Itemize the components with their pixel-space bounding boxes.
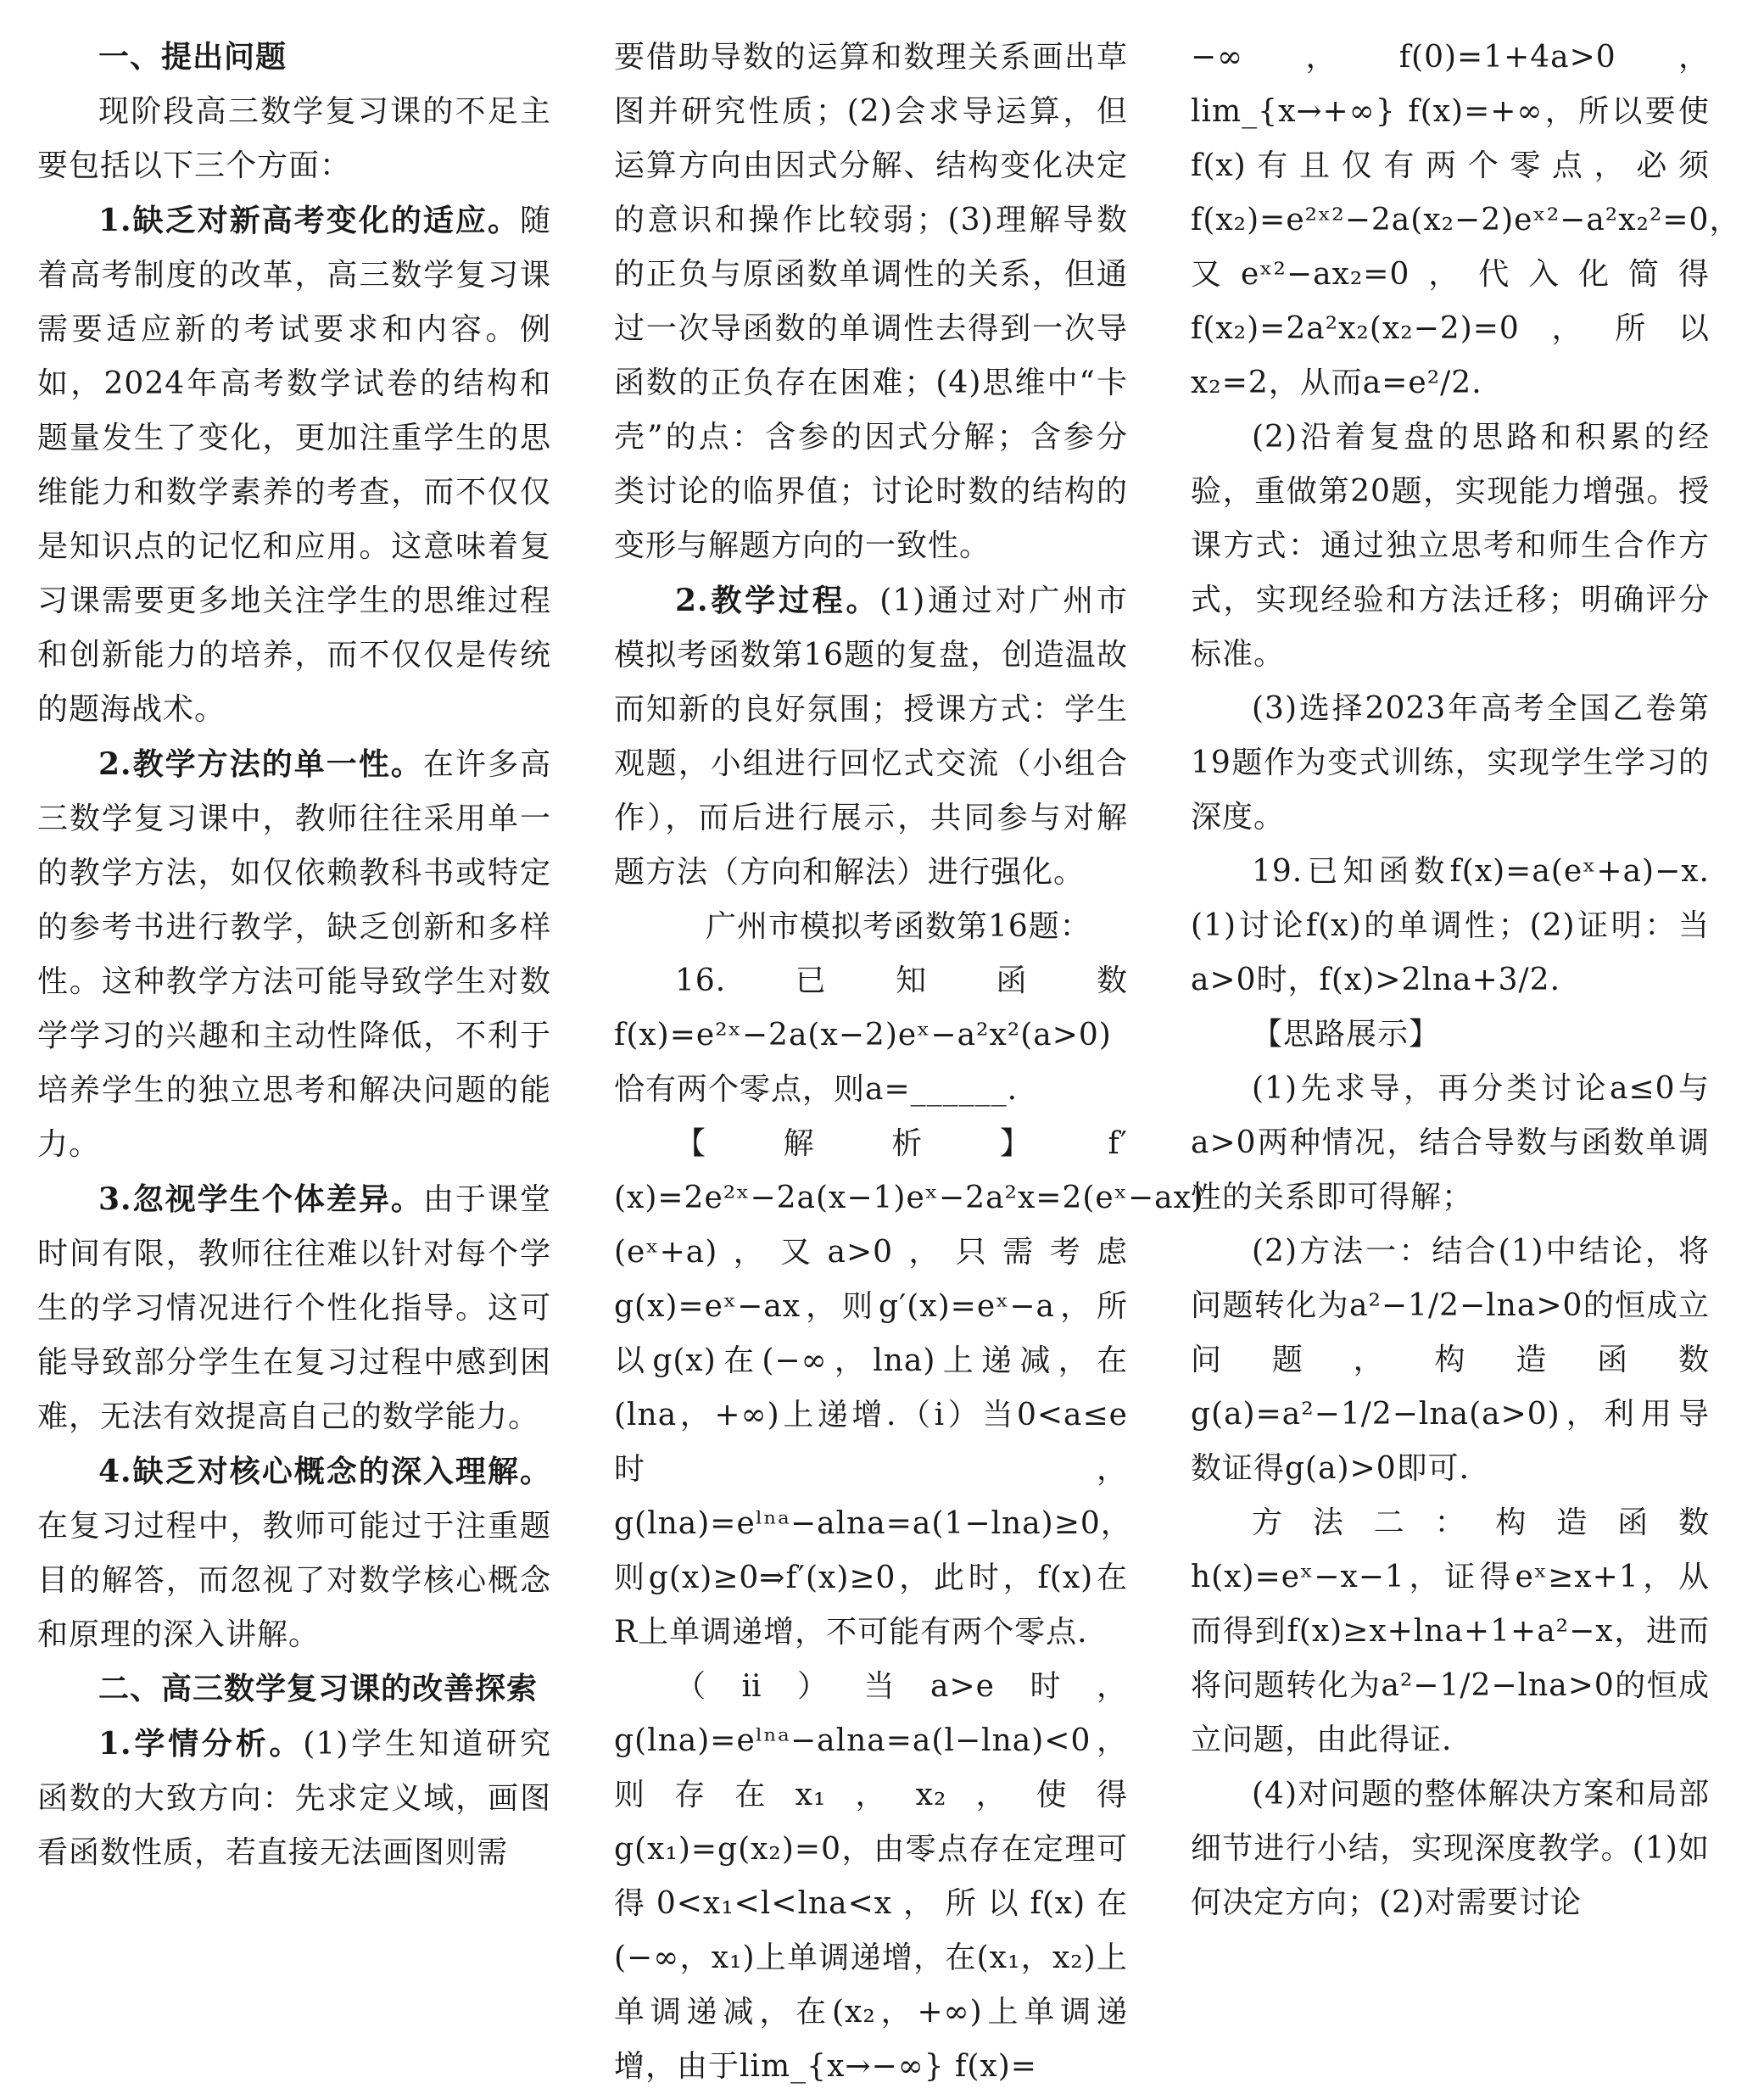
issue-title-3: 3.忽视学生个体差异。 (98, 1181, 423, 1217)
column-left (37, 31, 551, 1947)
step-4-paragraph: (4)对问题的整体解决方案和局部细节进行小结，实现深度教学。(1)如何决定方向；(2)对需要讨论 (1191, 1777, 1710, 1920)
teaching-process-paragraph (614, 573, 1128, 900)
learning-analysis-continued: 要借助导数的运算和数理关系画出草图并研究性质；(2)会求导运算，但运算方向由因式分解、结构变化决定的意识和操作比较弱；(3)理解导数的正负与原函数单调性的关系，但通过一次导函数的单调性去得到一次导函数的正负存在困难；(4)思维中“卡壳”的点：含参的因式分解；含参分类讨论的临界值；讨论时数的结构的变形与解题方向的一致性。 (614, 40, 1128, 563)
problem-19-statement: 19.已知函数f(x)=a(eˣ+a)−x.(1)讨论f(x)的单调性；(2)证明：当a>0时，f(x)>2lna+3/2. (1191, 854, 1710, 997)
learning-analysis-paragraph (37, 1717, 551, 1880)
learning-analysis-title: 1.学情分析。 (98, 1726, 304, 1762)
issue-text-1: 随着高考制度的改革，高三数学复习课需要适应新的考试要求和内容。例如，2024年高考数学试卷的结构和题量发生了变化，更加注重学生的思维能力和数学素养的考查，而不仅仅是知识点的记忆和应用。这意味着复习课需要更多地关注学生的思维过程和创新能力的培养，而不仅仅是传统的题海战术。 (37, 204, 551, 727)
issue-title-1: 1.缺乏对新高考变化的适应。 (98, 203, 520, 238)
issue-text-3: 由于课堂时间有限，教师往往难以针对每个学生的学习情况进行个性化指导。这可能导致部分学生在复习过程中感到困难，无法有效提高自己的数学能力。 (37, 1182, 551, 1434)
issue-title-2: 2.教学方法的单一性。 (98, 746, 423, 782)
problem-16-label: 广州市模拟考函数第16题： (706, 909, 1091, 944)
issue-paragraph-3 (37, 1172, 551, 1444)
intro-paragraph: 现阶段高三数学复习课的不足主要包括以下三个方面： (37, 94, 551, 183)
idea-part-1: (1)先求导，再分类讨论a≤0与a>0两种情况，结合导数与函数单调性的关系即可得解； (1191, 1071, 1710, 1215)
teaching-process-text: (1)通过对广州市模拟考函数第16题的复盘，创造温故而知新的良好氛围；授课方式：学生观题，小组进行回忆式交流（小组合作），而后进行展示，共同参与对解题方法（方向和解法）进行强化。 (614, 584, 1128, 890)
step-3-paragraph: (3)选择2023年高考全国乙卷第19题作为变式训练，实现学生学习的深度。 (1191, 691, 1710, 835)
issue-paragraph-2 (37, 737, 551, 1172)
idea-method-1: (2)方法一：结合(1)中结论，将问题转化为a²−1/2−lna>0的恒成立问题，构造函数g(a)=a²−1/2−lna(a>0)，利用导数证得g(a)>0即可. (1191, 1234, 1710, 1486)
issue-paragraph-1 (37, 193, 551, 737)
column-right (1191, 31, 1741, 1947)
issue-text-2: 在许多高三数学复习课中，教师往往采用单一的教学方法，如仅依赖教科书或特定的参考书进行教学，缺乏创新和多样性。这种教学方法可能导致学生对数学学习的兴趣和主动性降低，不利于培养学生的独立思考和解决问题的能力。 (37, 747, 551, 1162)
teaching-process-title: 2.教学过程。 (675, 583, 880, 618)
issue-paragraph-4 (37, 1444, 551, 1662)
idea-method-2: 方法二：构造函数h(x)=eˣ−x−1，证得eˣ≥x+1，从而得到f(x)≥x+lna+1+a²−x，进而将问题转化为a²−1/2−lna>0的恒成立问题，由此得证. (1191, 1505, 1710, 1757)
issue-text-4: 在复习过程中，教师可能过于注重题目的解答，而忽视了对数学核心概念和原理的深入讲解。 (37, 1509, 551, 1652)
column-middle (614, 31, 1204, 2084)
problem-16-solution-part1: 【解析】f′(x)=2e²ˣ−2a(x−1)eˣ−2a²x=2(eˣ−ax)(eˣ+a)，又a>0，只需考虑g(x)=eˣ−ax，则g′(x)=eˣ−a，所以g(x)在(−∞，lna)上递减，在(lna，+∞)上递增.（ⅰ）当0<a≤e时，g(lna)=eˡⁿᵃ−alna=a(1−lna)≥0，则g(x)≥0⇒f′(x)≥0，此时，f(x)在R上单调递增，不可能有两个零点. (614, 1126, 1204, 1650)
idea-heading: 【思路展示】 (1252, 1017, 1441, 1052)
problem-16-solution-part2: （ⅱ）当a>e时，g(lna)=eˡⁿᵃ−alna=a(l−lna)<0，则存在x₁，x₂，使得g(x₁)=g(x₂)=0，由零点存在定理可得0<x₁<l<lna<x，所以f(x)在(−∞，x₁)上单调递增，在(x₁，x₂)上单调递减，在(x₂，+∞)上单调递增，由于lim_{x→−∞} f(x)= (614, 1669, 1128, 2084)
section-heading-1: 一、提出问题 (98, 40, 287, 75)
step-2-paragraph: (2)沿着复盘的思路和积累的经验，重做第20题，实现能力增强。授课方式：通过独立思考和师生合作方式，实现经验和方法迁移；明确评分标准。 (1191, 420, 1710, 672)
learning-analysis-text: (1)学生知道研究函数的大致方向：先求定义域，画图看函数性质，若直接无法画图则需 (37, 1727, 551, 1870)
solution-continued: −∞，f(0)=1+4a>0，lim_{x→+∞} f(x)=+∞，所以要使f(x)有且仅有两个零点，必须f(x₂)=e²ˣ²−2a(x₂−2)eˣ²−a²x₂²=0，又eˣ²−ax₂=0，代入化简得f(x₂)=2a²x₂(x₂−2)=0，所以x₂=2，从而a=e²/2. (1191, 40, 1741, 400)
problem-16-statement: 16.已知函数f(x)=e²ˣ−2a(x−2)eˣ−a²x²(a>0)恰有两个零点，则a=______. (614, 963, 1128, 1107)
issue-title-4: 4.缺乏对核心概念的深入理解。 (98, 1454, 551, 1489)
section-heading-2: 二、高三数学复习课的改善探索 (98, 1672, 539, 1706)
